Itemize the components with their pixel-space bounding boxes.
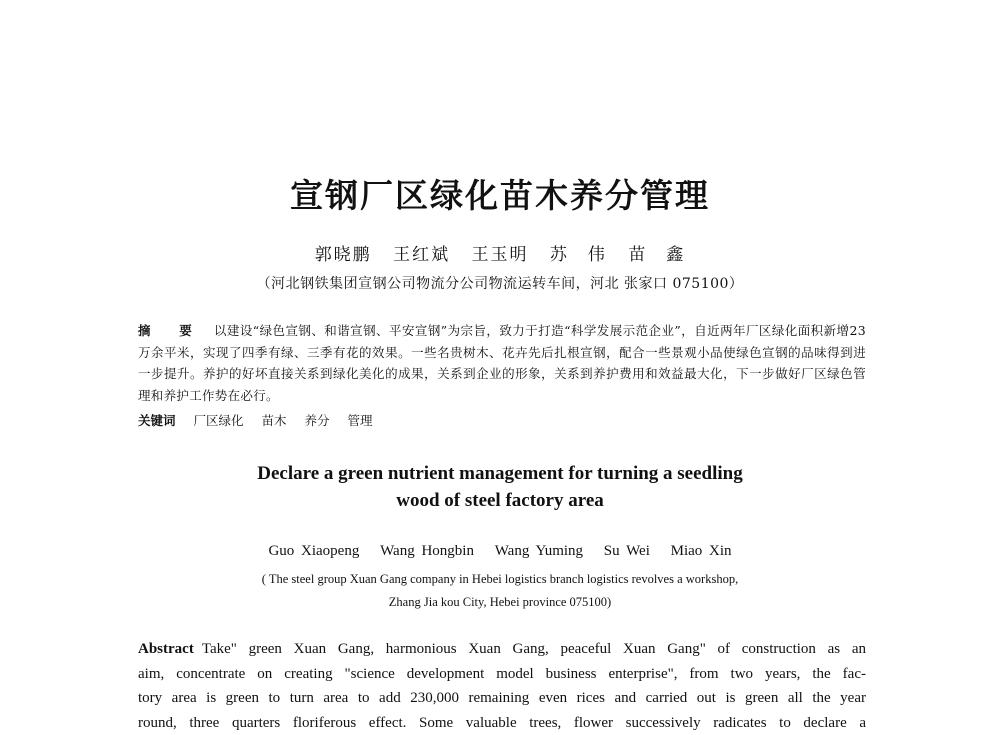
english-affiliation-line: Zhang Jia kou City, Hebei province 075100) <box>0 591 1000 614</box>
english-abstract-line: round, three quarters floriferous effect. Some valuable trees, flower successively radicates to declare a <box>138 711 866 735</box>
author-cn: 苗 鑫 <box>628 245 685 265</box>
chinese-keywords-label: 关键词 <box>138 413 176 428</box>
english-title-line: Declare a green nutrient management for turning a seedling <box>0 460 1000 487</box>
chinese-abstract-label: 摘 要 <box>138 323 200 338</box>
english-abstract-line: tory area is green to turn area to add 230,000 remaining even rices and carried out is green all the year <box>138 686 866 711</box>
english-title-line: wood of steel factory area <box>0 487 1000 514</box>
author-cn: 王红斌 <box>393 245 450 265</box>
author-en: Miao Xin <box>671 543 732 559</box>
author-en: Wang Yuming <box>495 543 583 559</box>
english-abstract-line <box>138 637 866 662</box>
english-affiliation-line: ( The steel group Xuan Gang company in Hebei logistics branch logistics revolves a workshop, <box>0 568 1000 591</box>
english-title <box>0 460 1000 514</box>
author-cn: 王玉明 <box>472 245 529 265</box>
chinese-authors <box>0 240 1000 265</box>
author-en: Su Wei <box>604 543 650 559</box>
keyword: 管理 <box>348 413 373 428</box>
english-abstract-text: Take" green Xuan Gang, harmonious Xuan Gang, peaceful Xuan Gang" of construction as an <box>202 641 866 657</box>
english-abstract-label: Abstract <box>138 641 194 657</box>
english-affiliation <box>0 568 1000 614</box>
keyword: 苗木 <box>262 413 287 428</box>
chinese-title: 宣钢厂区绿化苗木养分管理 <box>0 170 1000 217</box>
keyword: 厂区绿化 <box>194 413 244 428</box>
author-cn: 苏 伟 <box>550 245 607 265</box>
chinese-abstract <box>138 320 866 406</box>
author-cn: 郭晓鹏 <box>315 245 372 265</box>
english-abstract <box>138 637 866 735</box>
english-authors <box>0 543 1000 560</box>
author-en: Wang Hongbin <box>380 543 474 559</box>
chinese-affiliation: （河北钢铁集团宣钢公司物流分公司物流运转车间，河北 张家口 075100） <box>0 273 1000 293</box>
english-abstract-line: aim, concentrate on creating "science development model business enterprise", from two years, the fac- <box>138 662 866 687</box>
author-en: Guo Xiaopeng <box>268 543 359 559</box>
chinese-keywords <box>138 410 866 431</box>
keyword: 养分 <box>305 413 330 428</box>
chinese-abstract-text: 以建设“绿色宣钢、和谐宣钢、平安宣钢”为宗旨，致力于打造“科学发展示范企业”，自近两年厂区绿化面积新增23万余平米，实现了四季有绿、三季有花的效果。一些名贵树木、花卉先后扎根宣钢，配合一些景观小品使绿色宣钢的品味得到进一步提升。养护的好坏直接关系到绿化美化的成果，关系到企业的形象，关系到养护费用和效益最大化，下一步做好厂区绿色管理和养护工作势在必行。 <box>138 323 866 403</box>
